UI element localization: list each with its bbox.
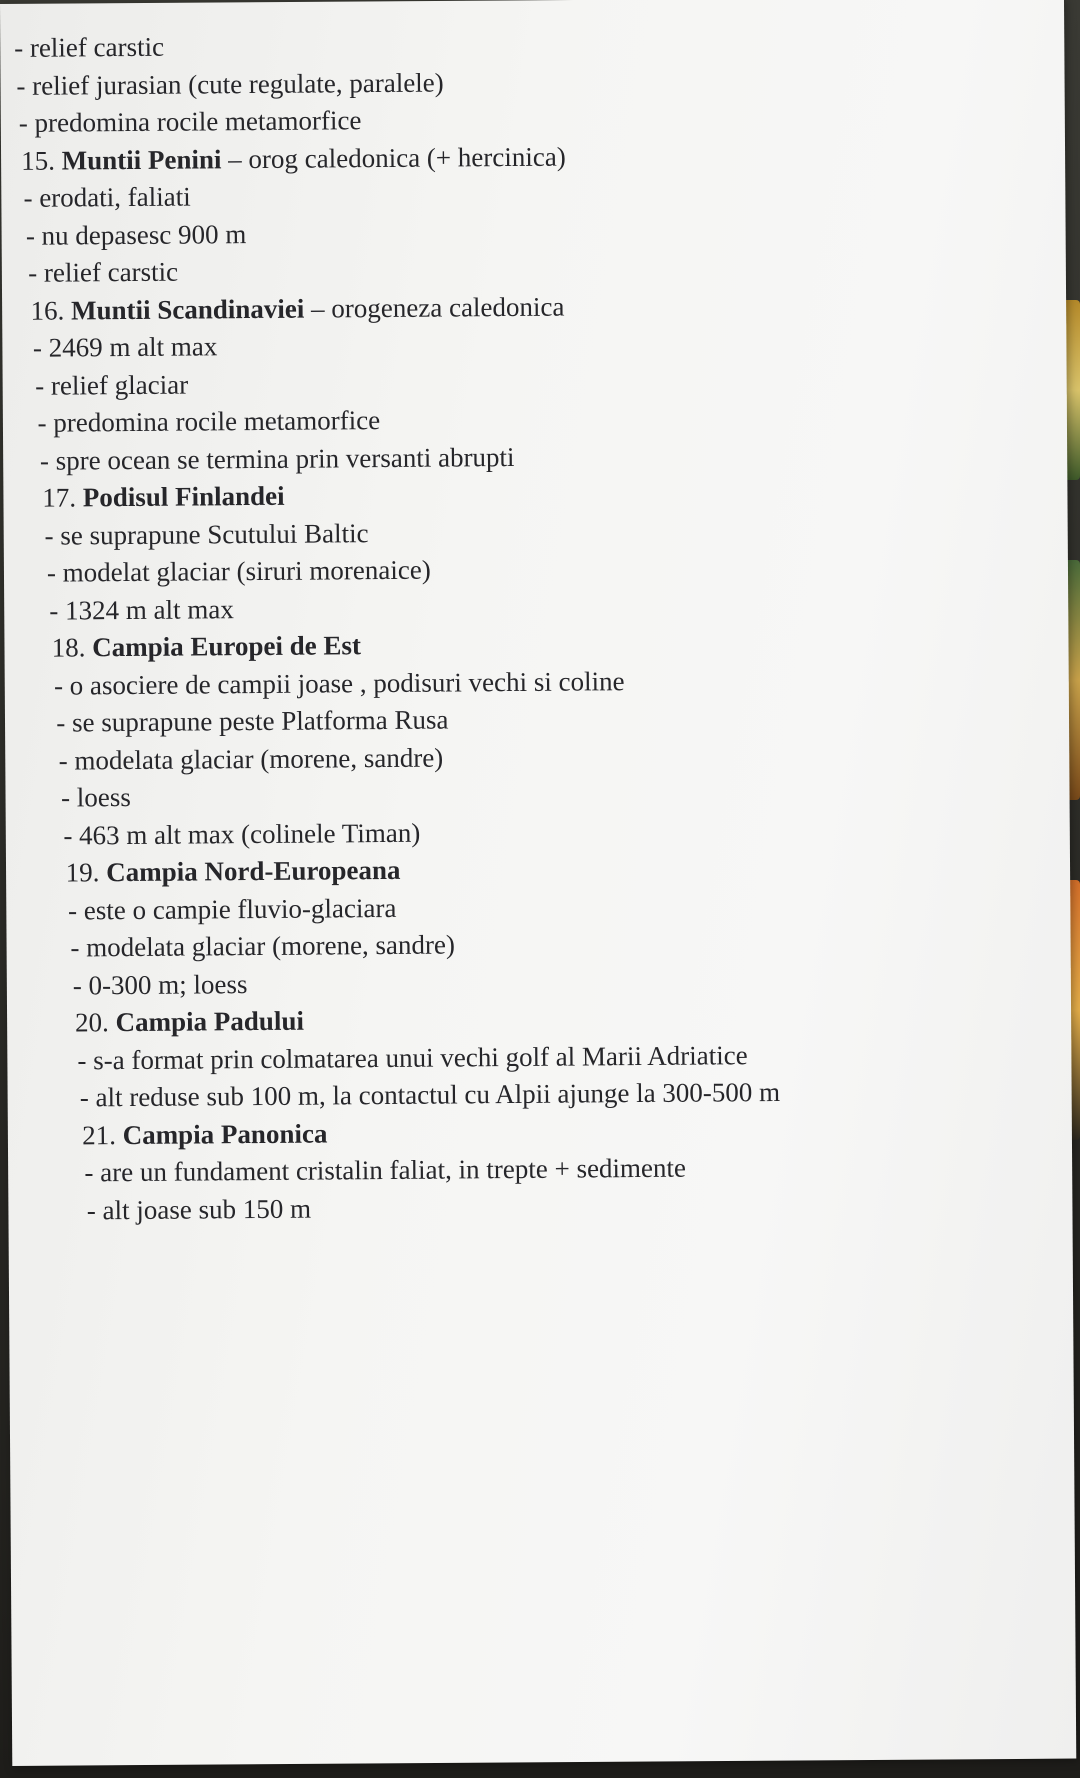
bullet-line: - modelata glaciar (morene, sandre) <box>58 742 444 776</box>
bullet-line: - 463 m alt max (colinele Timan) <box>63 817 421 851</box>
bullet-line: - 0-300 m; loess <box>72 968 248 1000</box>
bullet-line: - alt joase sub 150 m <box>86 1193 312 1225</box>
bullet-line: - relief carstic <box>28 256 179 288</box>
bullet-line: - 1324 m alt max <box>49 593 234 626</box>
section-number: 15. <box>21 145 62 176</box>
section-title: Campia Padului <box>115 1005 305 1038</box>
bullet-line: - este o campie fluvio-glaciara <box>67 892 397 925</box>
section-number: 21. <box>81 1119 123 1150</box>
section-number: 20. <box>74 1007 116 1038</box>
bullet-line: - modelat glaciar (siruri morenaice) <box>46 554 431 588</box>
section-title: Campia Europei de Est <box>92 630 362 663</box>
bullet-line: - spre ocean se termina prin versanti abrupti <box>39 441 515 476</box>
section-title: Muntii Penini <box>61 143 222 176</box>
section-title: Podisul Finlandei <box>82 480 285 513</box>
section-title: Muntii Scandinaviei <box>70 293 305 325</box>
bullet-line: - are un fundament cristalin faliat, in trepte + sedimente <box>84 1152 687 1188</box>
bullet-line: - relief glaciar <box>35 369 189 401</box>
bullet-line: - 2469 m alt max <box>32 331 218 363</box>
bullet-line: - alt reduse sub 100 m, la contactul cu Alpii ajunge la 300-500 m <box>79 1076 781 1113</box>
bullet-line: - modelata glaciar (morene, sandre) <box>70 929 456 963</box>
section-number: 16. <box>30 294 72 326</box>
section-subtitle: – orog caledonica (+ hercinica) <box>221 141 566 174</box>
section-title: Campia Nord-Europeana <box>106 854 401 888</box>
bullet-line: - se suprapune Scutului Baltic <box>44 517 369 551</box>
bullet-line: - erodati, faliati <box>23 181 191 213</box>
bullet-line: - se suprapune peste Platforma Rusa <box>56 704 449 738</box>
bullet-line: - predomina rocile metamorfice <box>37 405 381 438</box>
bullet-line: - o asociere de campii joase , podisuri vechi si coline <box>53 665 625 701</box>
section-title: Campia Panonica <box>122 1117 328 1150</box>
bullet-line: - relief jurasian (cute regulate, paralele) <box>16 67 444 101</box>
bullet-line: - nu depasesc 900 m <box>25 218 247 251</box>
section-number: 19. <box>65 857 107 888</box>
bullet-line: - s-a format prin colmatarea unui vechi golf al Marii Adriatice <box>77 1039 748 1075</box>
section-number: 17. <box>42 482 83 513</box>
bullet-line: - loess <box>60 781 131 813</box>
section-number: 18. <box>51 632 93 663</box>
bullet-line: - relief carstic <box>14 31 165 63</box>
notes-text <box>0 22 1069 1230</box>
bullet-line: - predomina rocile metamorfice <box>18 105 362 138</box>
section-subtitle: – orogeneza caledonica <box>304 291 565 324</box>
